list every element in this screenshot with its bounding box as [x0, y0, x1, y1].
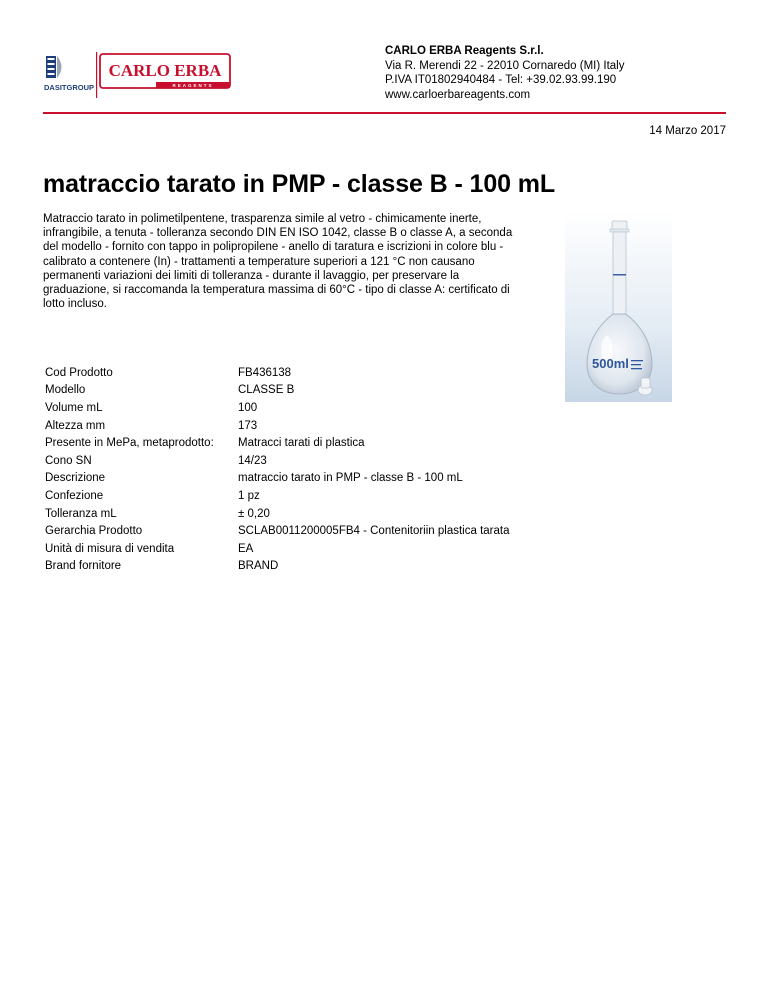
spec-row — [43, 505, 509, 523]
spec-row — [43, 452, 509, 470]
spec-label: Unità di misura di vendita — [45, 542, 175, 555]
company-info — [385, 44, 624, 102]
reagents-logo-text: REAGENTS — [172, 83, 214, 88]
spec-label: Confezione — [45, 489, 104, 502]
spec-row — [43, 540, 509, 558]
spec-value: Matracci tarati di plastica — [238, 437, 365, 450]
spec-label: Cono SN — [45, 454, 92, 467]
volumetric-flask-image — [565, 212, 672, 402]
dasit-logo-text: DASITGROUP — [44, 83, 95, 92]
company-vat-phone: P.IVA IT01802940484 - Tel: +39.02.93.99.190 — [385, 74, 617, 86]
spec-label: Cod Prodotto — [45, 366, 113, 379]
spec-row — [43, 417, 509, 435]
spec-value: 14/23 — [238, 454, 267, 467]
spec-row — [43, 522, 509, 540]
spec-value: FB436138 — [238, 366, 292, 379]
dasit-logo — [44, 56, 94, 92]
spec-table-body — [43, 364, 509, 575]
header-divider — [43, 112, 726, 114]
spec-row — [43, 364, 509, 382]
spec-label: Volume mL — [45, 401, 103, 414]
spec-row — [43, 558, 509, 576]
spec-value: SCLAB0011200005FB4 - Contenitoriin plastica tarata — [238, 525, 510, 538]
spec-value: ± 0,20 — [238, 507, 270, 520]
spec-value: 1 pz — [238, 489, 260, 502]
company-name: CARLO ERBA Reagents S.r.l. — [385, 45, 544, 57]
carlo-erba-logo — [100, 54, 230, 88]
spec-row — [43, 487, 509, 505]
spec-value: matraccio tarato in PMP - classe B - 100 mL — [238, 472, 463, 485]
spec-row — [43, 434, 509, 452]
spec-label: Gerarchia Prodotto — [45, 525, 143, 538]
carlo-erba-logo-text: CARLO ERBA — [108, 61, 222, 80]
spec-label: Tolleranza mL — [45, 507, 117, 520]
spec-value: CLASSE B — [238, 384, 295, 397]
flask-volume-label: 500ml — [592, 356, 629, 371]
spec-label: Descrizione — [45, 472, 106, 485]
company-address: Via R. Merendi 22 - 22010 Cornaredo (MI) Italy — [385, 59, 625, 72]
spec-row — [43, 470, 509, 488]
company-logos — [44, 48, 234, 100]
product-specs-table — [43, 364, 509, 575]
spec-row — [43, 399, 509, 417]
product-description: Matraccio tarato in polimetilpentene, trasparenza simile al vetro - chimicamente inerte, infrangibile, a tenuta - tolleranza secondo DIN EN ISO 1042, classe B o classe A, a seconda del modello - fornito con tappo in polipropilene - anello di taratura e iscrizioni in colore blu - calibrato a contenere (In) - trattamenti a temperature superiori a 121 °C non causano permanenti variazioni dei limiti di tolleranza - durante il lavaggio, per preservare la graduazione, si raccomanda la temperatura massima di 60°C - tipo di classe A: certificato di lotto incluso. — [43, 213, 513, 311]
spec-value: EA — [238, 542, 254, 555]
logo-graphic — [44, 48, 234, 100]
spec-value: 100 — [238, 401, 258, 414]
spec-label: Presente in MePa, metaprodotto: — [45, 437, 214, 450]
spec-label: Modello — [45, 384, 86, 397]
company-website: www.carloerbareagents.com — [385, 88, 531, 101]
spec-label: Altezza mm — [45, 419, 106, 432]
product-image — [565, 212, 672, 402]
spec-value: 173 — [238, 419, 258, 432]
document-date: 14 Marzo 2017 — [649, 125, 726, 137]
spec-value: BRAND — [238, 560, 279, 573]
product-title: matraccio tarato in PMP - classe B - 100 mL — [43, 170, 556, 198]
spec-label: Brand fornitore — [45, 560, 122, 573]
spec-row — [43, 382, 509, 400]
